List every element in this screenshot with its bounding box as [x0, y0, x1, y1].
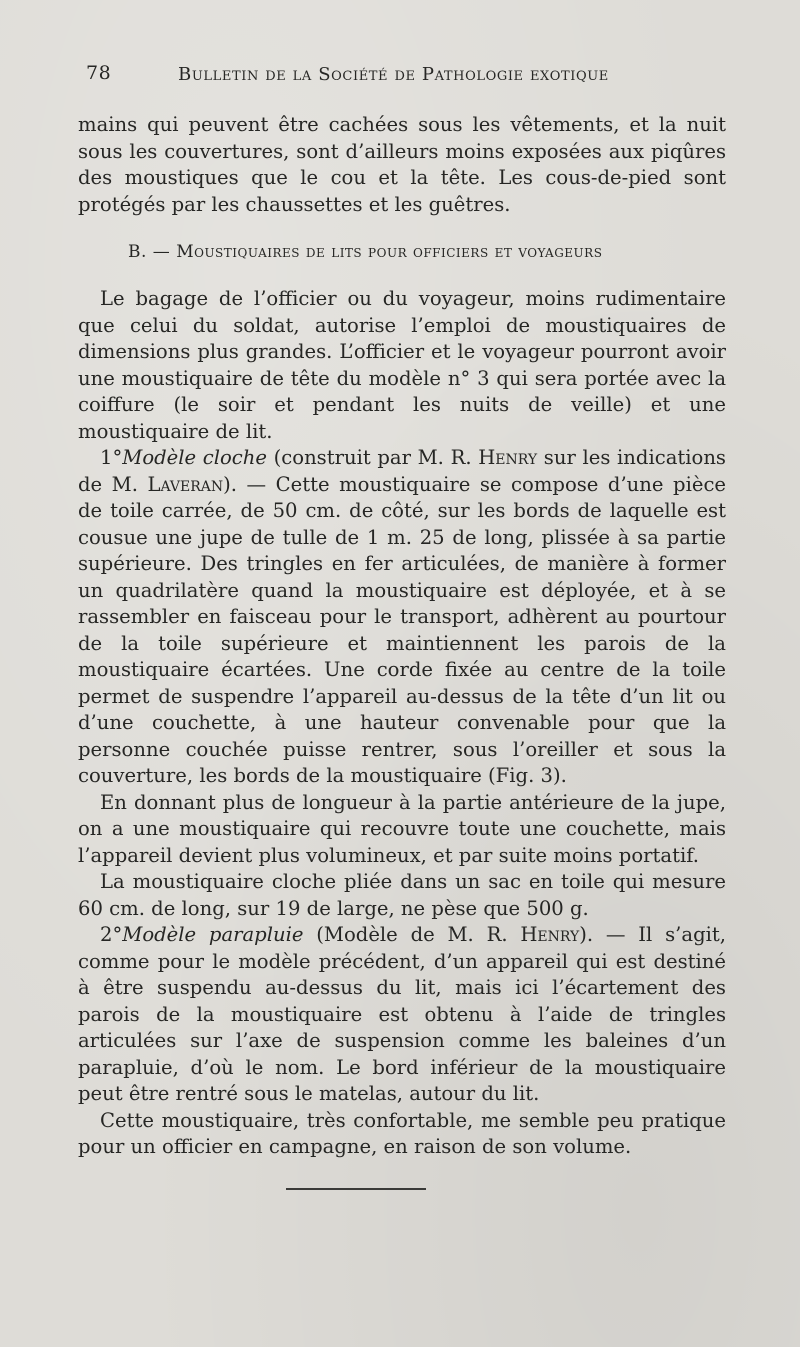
text-span: (construit par M. R.: [267, 446, 479, 469]
text-span: sur les indications de M.: [78, 446, 726, 496]
paragraph-umbrella-model: [78, 922, 726, 1108]
text-span: ). — Il s’agit, comme pour le modèle précédent, d’un appareil qui est destiné à être suspendu au-dessus du lit, mais ici l’écartement des parois de la moustiquaire est obtenu à l’aide de tringles articulées sur l’axe de suspension comme les baleines d’un parapluie, d’où le nom. Le bord inférieur de la moustiquaire peut être rentré sous le matelas, autour du lit.: [78, 923, 726, 1105]
paragraph-weight: La moustiquaire cloche pliée dans un sac en toile qui mesure 60 cm. de long, sur 19 de large, ne pèse que 500 g.: [78, 870, 726, 920]
author-name: Henry: [520, 923, 580, 946]
author-name: Laveran: [147, 472, 224, 496]
paragraph-bell-model: [78, 445, 726, 790]
item-number: 1°: [100, 446, 123, 469]
text-span: (Modèle de M. R.: [303, 923, 521, 946]
paragraph-conclusion: Cette moustiquaire, très confortable, me semble peu pratique pour un officier en campagne, en raison de son volume.: [78, 1108, 726, 1158]
closing-rule: [286, 1188, 426, 1190]
author-name: Henry: [478, 446, 538, 469]
paragraph-longer-skirt: En donnant plus de longueur à la partie antérieure de la jupe, on a une moustiquaire qui recouvre toute une couchette, mais l’appareil devient plus volumineux, et par suite moins portatif.: [78, 790, 726, 867]
main-text-block: [78, 286, 726, 1161]
model-title: Modèle parapluie: [122, 923, 304, 946]
text-span: ). — Cette moustiquaire se compose d’une pièce de toile carrée, de 50 cm. de côté, sur les bords de laquelle est cousue une jupe de tulle de 1 m. 25 de long, plissée à sa partie supérieure. Des tringles en fer articulées, de manière à former un quadrilatère quand la moustiquaire est déployée, et à se rassembler en faisceau pour le transport, adhèrent au pourtour de la toile supérieure et maintiennent les parois de la moustiquaire écartées. Une corde fixée au centre de la toile permet de suspendre l’appareil au-dessus de la tête d’un lit ou d’une couchette, à une hauteur convenable pour que la personne couchée puisse rentrer, sous l’oreiller et sous la couverture, les bords de la moustiquaire (Fig. 3).: [78, 472, 727, 787]
section-heading: B. — Moustiquaires de lits pour officiers et voyageurs: [128, 242, 603, 262]
page-number: 78: [86, 62, 112, 84]
top-paragraph-block: [78, 112, 726, 218]
paragraph-officer-baggage: Le bagage de l’officier ou du voyageur, moins rudimentaire que celui du soldat, autorise l’emploi de moustiquaires de dimensions plus grandes. L’officier et le voyageur pourront avoir une moustiquaire de tête du modèle n° 3 qui sera portée avec la coiffure (le soir et pendant les nuits de veille) et une moustiquaire de lit.: [78, 287, 726, 443]
running-head: [86, 62, 722, 90]
journal-title: Bulletin de la Société de Pathologie exotique: [178, 64, 609, 85]
item-number: 2°: [100, 923, 123, 946]
paragraph-continuation: mains qui peuvent être cachées sous les vêtements, et la nuit sous les couvertures, sont d’ailleurs moins exposées aux piqûres des moustiques que le cou et la tête. Les cous-de-pied sont protégés par les chaussettes et les guêtres.: [78, 113, 726, 216]
model-title: Modèle cloche: [122, 446, 267, 469]
